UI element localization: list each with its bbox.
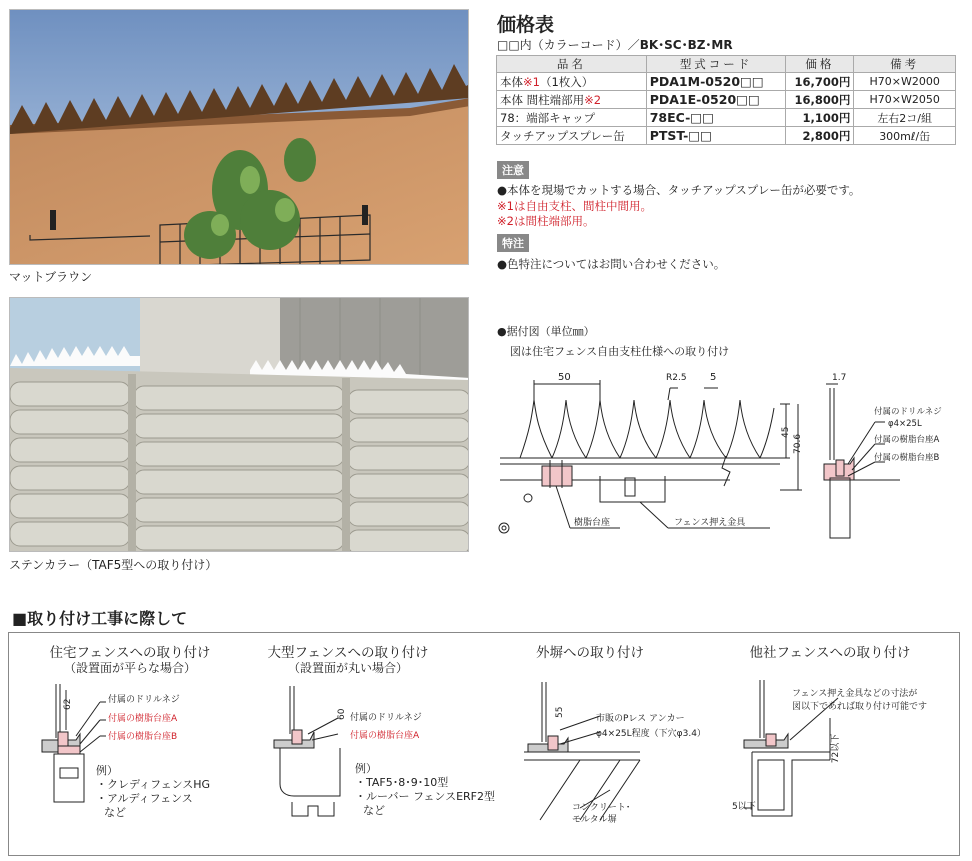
price-table-header [497,56,956,73]
col2-example-0: 例） [355,762,377,775]
row-name [497,73,647,91]
row-name-text: 本体 間柱端部用 [500,92,585,107]
col4-title: 他社フェンスへの取り付け [749,645,911,661]
table-row [497,127,956,145]
row-note: H70×W2000 [854,73,956,91]
dim-70-6: 70.6 [793,433,803,454]
table-row [497,109,956,127]
col2-subtitle: （設置面が丸い場合） [287,661,408,675]
caution-label: 注意 [497,161,529,179]
row-note: 左右2コ/組 [854,109,956,127]
matte-brown-photo-image [10,10,469,265]
table-row [497,73,956,91]
row-code: 78EC-□□ [646,109,786,127]
special-order-line: ●色特注についてはお問い合わせください。 [497,257,726,271]
label-resin-base: 樹脂台座 [574,518,611,528]
col1-example-2: ・アルディフェンス [96,792,193,805]
diagram-title: ●据付図（単位㎜） [497,325,595,338]
dim-1-7: 1.7 [832,373,847,383]
photo-matte-brown [9,9,469,265]
col3-dim: 55 [555,706,565,718]
col2-examples [355,762,495,818]
table-row [497,91,956,109]
label-drill-screw: 付属のドリルネジ [874,407,942,417]
col1-label-base-b: 付属の樹脂台座B [108,732,178,742]
row-name-text: 本体 [500,74,523,89]
row-note: 300mℓ/缶 [854,127,956,145]
col2-title: 大型フェンスへの取り付け [267,645,429,661]
row-name-suffix: （1枚入） [539,74,594,89]
col2-label-drill: 付属のドリルネジ [350,713,422,723]
col2-example-3: など [363,804,385,817]
price-table [496,55,956,145]
col4-dim-5: 5以下 [732,802,756,812]
caution-line-3: ※2は間柱端部用。 [497,214,595,228]
header-name: 品名 [497,56,647,73]
caption-matte-brown: マットブラウン [9,270,93,284]
caption-stain-color: ステンカラー（TAF5型への取り付け） [9,558,218,572]
row-note: H70×W2050 [854,91,956,109]
col3-label-anchor: 市販のPレス アンカー [596,714,685,724]
row-price: 16,800円 [786,91,854,109]
color-code-prefix: □□内（カラーコード）／ [497,38,640,52]
label-base-b: 付属の樹脂台座B [874,453,940,463]
col4-note-1: フェンス押え金具などの寸法が [792,689,918,699]
row-name-text: 78：端部キャップ [500,110,596,125]
col3-label-wall-2: モルタル塀 [572,815,617,825]
col1-label-drill: 付属のドリルネジ [108,695,180,705]
caution-line-2: ※1は自由支柱、間柱中間用。 [497,199,652,213]
col1-label-base-a: 付属の樹脂台座A [108,714,178,724]
header-code: 型式コード [646,56,786,73]
col2-example-2: ・ルーバー フェンスERF2型 [355,790,495,803]
dim-45: 45 [781,426,791,438]
installation-diagram [490,360,960,550]
col3-label-anchor-size: φ4×25L程度（下穴φ3.4） [596,729,706,739]
col3-label-wall-1: コンクリート･ [572,803,631,813]
col1-example-0: 例） [96,764,118,777]
col4-note-2: 図以下であれば取り付け可能です [792,702,928,712]
installation-section-title: ■取り付け工事に際して [12,609,188,628]
stain-color-photo-image [10,298,469,552]
header-note: 備考 [854,56,956,73]
col4-dim-72: 72以下 [831,733,842,764]
dim-r25: R2.5 [666,373,687,383]
diagram-subtitle: 図は住宅フェンス自由支柱仕様への取り付け [510,345,730,358]
row-name [497,109,647,127]
col2-label-base-a: 付属の樹脂台座A [350,731,420,741]
label-drill-size: φ4×25L [888,419,922,429]
row-price: 1,100円 [786,109,854,127]
col2-dim: 60 [337,708,347,720]
row-price: 2,800円 [786,127,854,145]
label-fence-clamp: フェンス押え金具 [674,518,746,528]
col1-title: 住宅フェンスへの取り付け [49,645,211,661]
row-price: 16,700円 [786,73,854,91]
col3-title: 外塀への取り付け [536,645,644,661]
col1-example-1: ・クレディフェンスHG [96,778,211,791]
color-code-note [497,36,733,53]
row-name [497,127,647,145]
row-mark: ※1 [523,74,540,89]
row-code: PTST-□□ [646,127,786,145]
col1-dim: 62 [63,698,73,710]
row-name [497,91,647,109]
row-code: PDA1E-0520□□ [646,91,786,109]
caution-line-1: ●本体を現場でカットする場合、タッチアップスプレー缶が必要です。 [497,183,861,197]
col1-subtitle: （設置面が平らな場合） [63,661,196,675]
row-mark: ※2 [584,92,602,107]
row-name-text: タッチアップスプレー缶 [500,128,625,143]
header-price: 価格 [786,56,854,73]
price-table-title: 価格表 [497,14,555,36]
col2-diagram [268,684,368,820]
dim-50: 50 [558,372,571,383]
special-order-label: 特注 [497,234,529,252]
col2-example-1: ・TAF5･8･9･10型 [355,776,449,789]
col1-example-3: など [104,806,126,819]
label-base-a: 付属の樹脂台座A [874,435,940,445]
color-code-list: BK･SC･BZ･MR [639,38,733,52]
photo-stain-color [9,297,469,552]
row-code: PDA1M-0520□□ [646,73,786,91]
dim-5: 5 [710,372,717,383]
col1-examples [96,764,210,820]
